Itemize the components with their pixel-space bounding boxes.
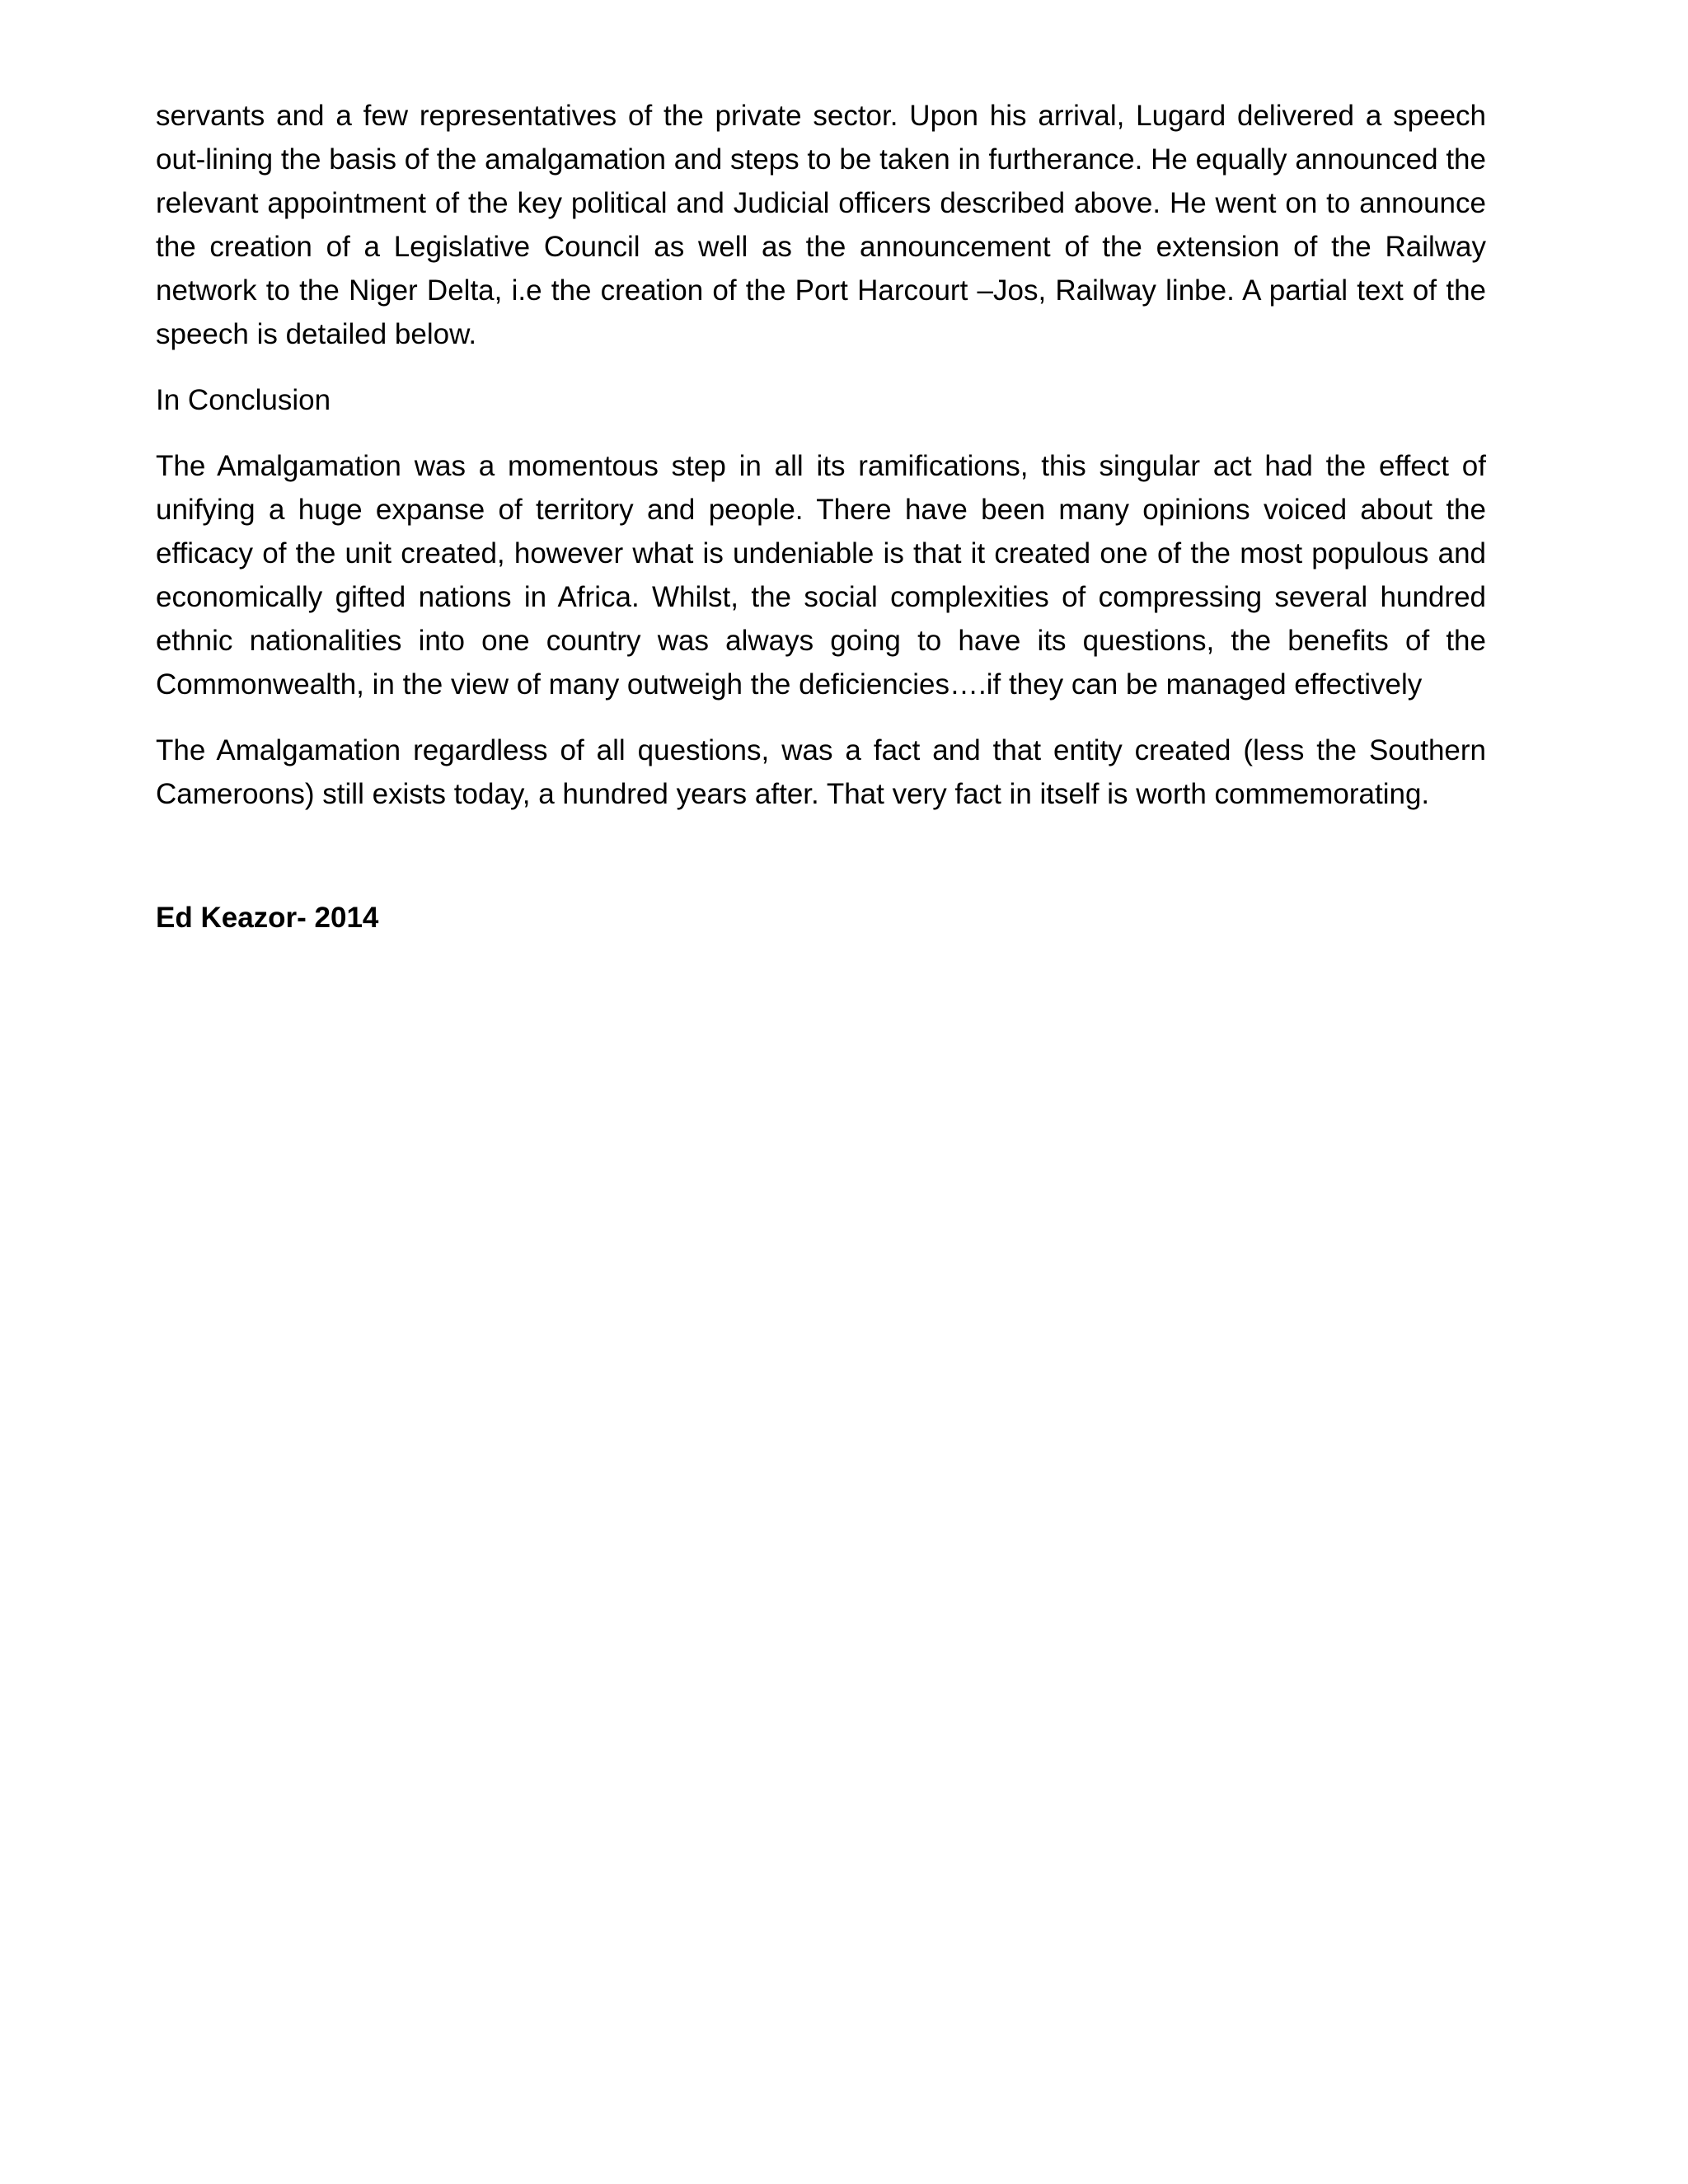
section-heading-conclusion: In Conclusion bbox=[156, 384, 331, 416]
paragraph-lugard-speech: servants and a few representatives of the private sector. Upon his arrival, Lugard delivered a speech out-lining the basis of the amalgamation and steps to be taken in furtherance. He equally announced the relevant appointment of the key political and Judicial officers described above. He went on to announce the creation of a Legislative Council as well as the announcement of the extension of the Railway network to the Niger Delta, i.e the creation of the Port Harcourt –Jos, Railway linbe. A partial text of the speech is detailed below. bbox=[156, 100, 1486, 350]
paragraph-conclusion: The Amalgamation was a momentous step in all its ramifications, this singular act had the effect of unifying a huge expanse of territory and people. There have been many opinions voiced about the efficacy of the unit created, however what is undeniable is that it created one of the most populous and economically gifted nations in Africa. Whilst, the social complexities of compressing several hundred ethnic nationalities into one country was always going to have its questions, the benefits of the Commonwealth, in the view of many outweigh the deficiencies….if they can be managed effectively bbox=[156, 450, 1486, 701]
author-signature: Ed Keazor- 2014 bbox=[156, 902, 379, 934]
paragraph-commemoration: The Amalgamation regardless of all questions, was a fact and that entity created (less the Southern Cameroons) still exists today, a hundred years after. That very fact in itself is worth commemorating. bbox=[156, 734, 1486, 810]
document-page bbox=[156, 94, 1486, 940]
